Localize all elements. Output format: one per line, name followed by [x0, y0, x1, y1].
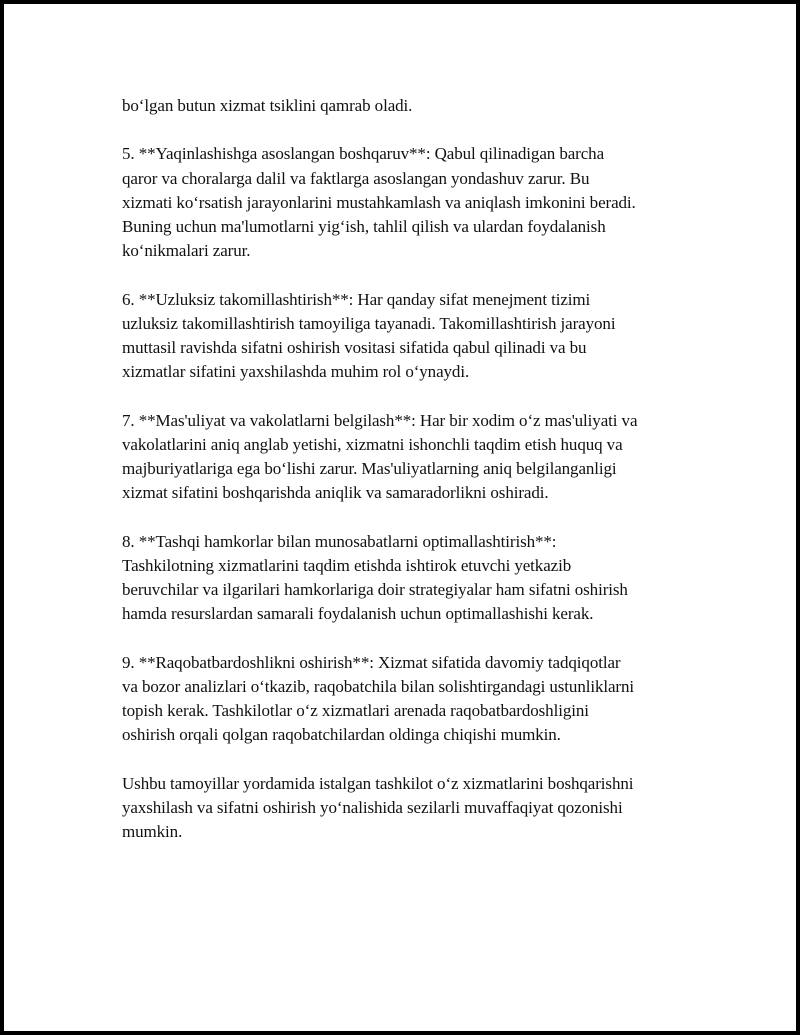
text-line: mumkin.: [122, 822, 183, 841]
paragraph-principle-8: [122, 530, 702, 627]
text-line: 9. **Raqobatbardoshlikni oshirish**: Xizmat sifatida davomiy tadqiqotlar: [122, 652, 621, 672]
text-line: qaror va choralarga dalil va faktlarga asoslangan yondashuv zarur. Bu: [122, 168, 590, 188]
text-line: xizmat sifatini boshqarishda aniqlik va samaradorlikni oshiradi.: [122, 483, 549, 503]
text-line: yaxshilash va sifatni oshirish yo‘nalishida sezilarli muvaffaqiyat qozonishi: [122, 797, 623, 817]
text-line: majburiyatlariga ega bo‘lishi zarur. Mas'uliyatlarning aniq belgilanganligi: [122, 459, 617, 478]
text-line: vakolatlarini aniq anglab yetishi, xizmatni ishonchli taqdim etish huquq va: [122, 434, 623, 454]
text-line: muttasil ravishda sifatni oshirish vositasi sifatida qabul qilinadi va bu: [122, 338, 587, 357]
text-line: ko‘nikmalari zarur.: [122, 241, 251, 261]
text-line: xizmatlar sifatini yaxshilashda muhim rol o‘ynaydi.: [122, 362, 470, 382]
text-line: bo‘lgan butun xizmat tsiklini qamrab oladi.: [122, 96, 413, 115]
text-line: hamda resurslardan samarali foydalanish uchun optimallashishi kerak.: [122, 604, 594, 624]
paragraph-principle-6: [122, 288, 702, 385]
text-line: Tashkilotning xizmatlarini taqdim etishda ishtirok etuvchi yetkazib: [122, 555, 572, 575]
paragraph-principle-9: [122, 651, 702, 748]
text-line: 6. **Uzluksiz takomillashtirish**: Har qanday sifat menejment tizimi: [122, 289, 591, 309]
document-body: [122, 94, 702, 868]
text-line: Buning uchun ma'lumotlarni yig‘ish, tahlil qilish va ulardan foydalanish: [122, 217, 606, 236]
text-line: Ushbu tamoyillar yordamida istalgan tashkilot o‘z xizmatlarini boshqarishni: [122, 773, 634, 793]
text-line: va bozor analizlari o‘tkazib, raqobatchila bilan solishtirgandagi ustunliklarni: [122, 676, 635, 696]
paragraph-continuation: [122, 94, 702, 118]
text-line: xizmati ko‘rsatish jarayonlarini mustahkamlash va aniqlash imkonini beradi.: [122, 192, 636, 212]
paragraph-principle-5: [122, 142, 702, 263]
paragraph-conclusion: [122, 772, 702, 845]
text-line: 8. **Tashqi hamkorlar bilan munosabatlarni optimallashtirish**:: [122, 531, 557, 551]
text-line: uzluksiz takomillashtirish tamoyiliga tayanadi. Takomillashtirish jarayoni: [122, 313, 616, 333]
text-line: 5. **Yaqinlashishga asoslangan boshqaruv**: Qabul qilinadigan barcha: [122, 144, 605, 164]
text-line: beruvchilar va ilgarilari hamkorlariga doir strategiyalar ham sifatni oshirish: [122, 580, 628, 599]
text-line: 7. **Mas'uliyat va vakolatlarni belgilash**: Har bir xodim o‘z mas'uliyati va: [122, 410, 638, 430]
paragraph-principle-7: [122, 409, 702, 506]
text-line: oshirish orqali qolgan raqobatchilardan oldinga chiqishi mumkin.: [122, 725, 561, 745]
text-line: topish kerak. Tashkilotlar o‘z xizmatlari arenada raqobatbardoshligini: [122, 701, 589, 720]
